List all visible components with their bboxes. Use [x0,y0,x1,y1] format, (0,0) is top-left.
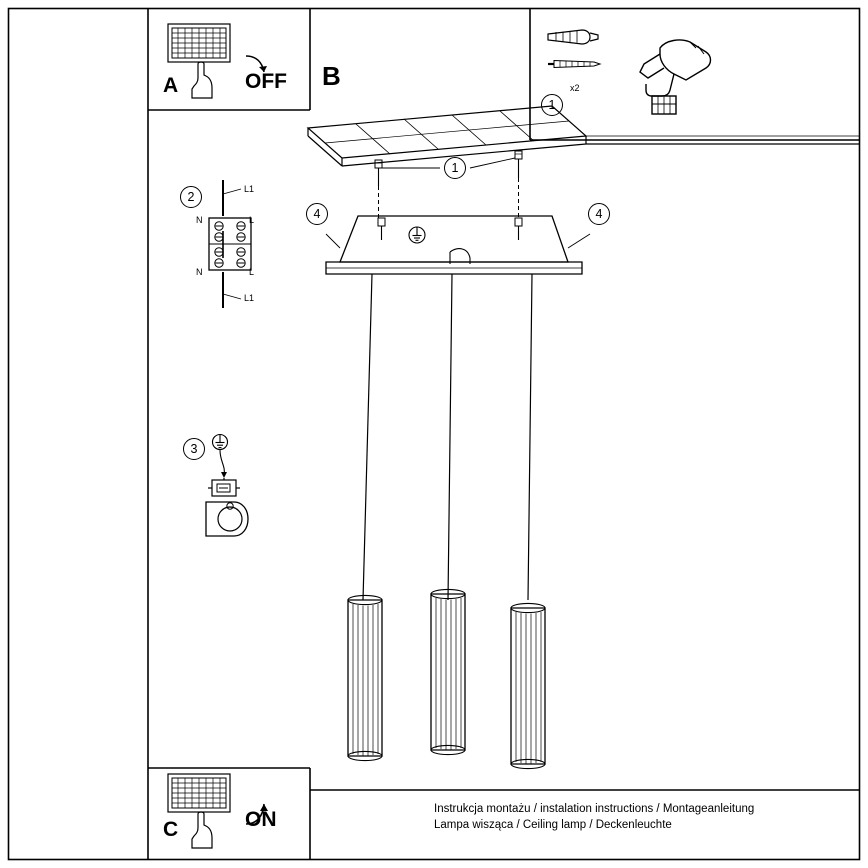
panel-c-switch-on-drawing [160,772,300,858]
callout-ceiling-fix: 1 [444,157,466,179]
terminal-label-l-top: L [249,215,255,225]
canopy-plate [326,216,590,274]
panel-a-switch-off-drawing [160,22,300,108]
panel-c-state-label: ON [245,808,277,831]
callout-canopy-left: 4 [306,203,328,225]
panel-b-letter: B [322,61,341,91]
step-1-badge: 1 [541,94,563,116]
ground-bracket-drawing [200,430,270,555]
step-3-badge: 3 [183,438,205,460]
terminal-label-l-bottom: L [249,267,255,277]
step-2-badge: 2 [180,186,202,208]
terminal-label-l1-top: L1 [244,184,255,194]
ceiling [308,106,860,166]
fastener-qty-label: x2 [570,83,580,93]
callout-canopy-right: 4 [588,203,610,225]
footer-line-2: Lampa wisząca / Ceiling lamp / Deckenleuchte [434,819,672,831]
panel-c-letter: C [163,818,179,841]
pendant-shade-1 [348,595,382,760]
footer-line-1: Instrukcja montażu / instalation instructions / Montageanleitung [434,803,755,815]
suspension-cables [363,274,532,600]
assembly-drawing [300,88,860,788]
panel-a-state-label: OFF [245,70,287,93]
panel-a-letter: A [163,74,179,97]
terminal-block-drawing [205,180,275,310]
terminal-label-n-bottom: N [196,267,203,277]
pendant-shade-2 [431,589,465,754]
pendant-shade-3 [511,603,545,768]
terminal-label-n-top: N [196,215,203,225]
terminal-label-l1-bottom: L1 [244,293,255,303]
